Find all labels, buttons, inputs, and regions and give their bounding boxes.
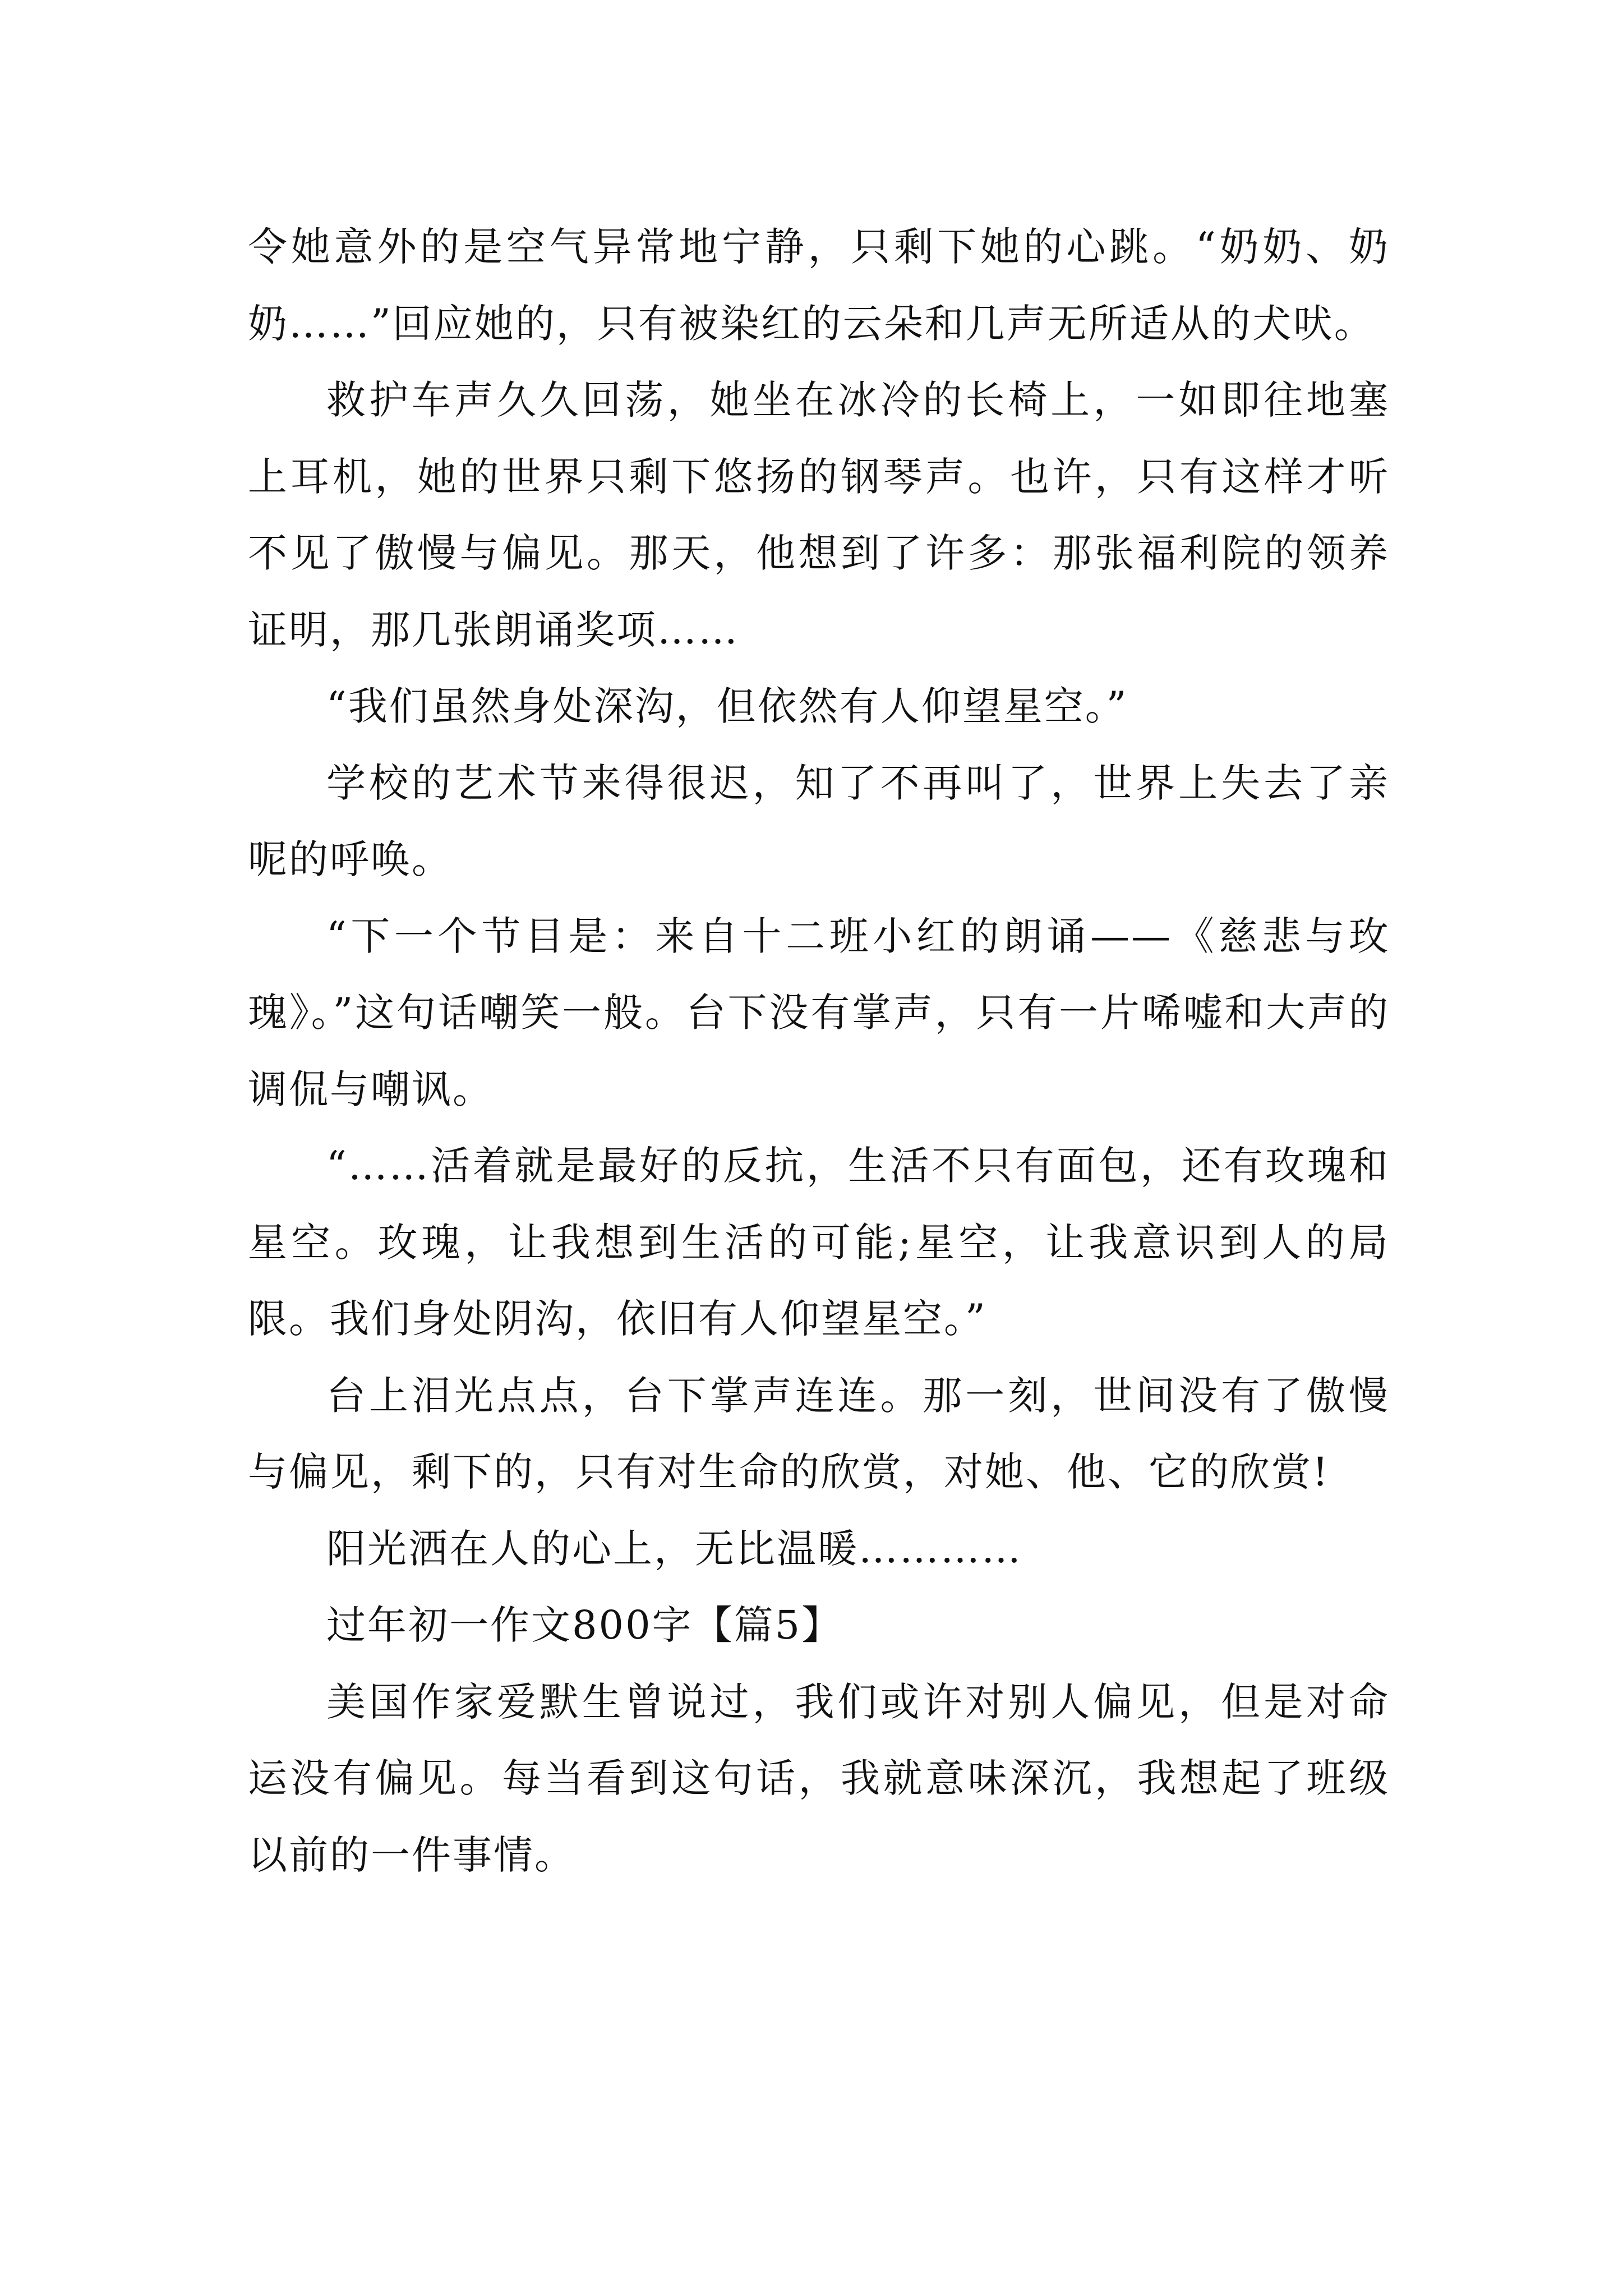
paragraph-1: 令她意外的是空气异常地宁静，只剩下她的心跳。“奶奶、奶奶……”回应她的，只有被染红的云朵和几声无所适从的犬吠。	[248, 224, 1390, 347]
section-heading: 过年初一作文800字【篇5】	[326, 1602, 843, 1648]
paragraph-2: 救护车声久久回荡，她坐在冰冷的长椅上，一如即往地塞上耳机，她的世界只剩下悠扬的钢琴声。也许，只有这样才听不见了傲慢与偏见。那天，他想到了许多：那张福利院的领养证明，那几张朗诵奖项……	[248, 377, 1390, 653]
document-body	[248, 209, 1390, 1893]
paragraph-3: “我们虽然身处深沟，但依然有人仰望星空。”	[326, 683, 1128, 729]
paragraph-9: 美国作家爱默生曾说过，我们或许对别人偏见，但是对命运没有偏见。每当看到这句话，我就意味深沉，我想起了班级以前的一件事情。	[248, 1678, 1390, 1878]
paragraph-8: 阳光洒在人的心上，无比温暖…………	[326, 1525, 1022, 1572]
paragraph-7: 台上泪光点点，台下掌声连连。那一刻，世间没有了傲慢与偏见，剩下的，只有对生命的欣赏，对她、他、它的欣赏!	[248, 1372, 1390, 1495]
paragraph-4: 学校的艺术节来得很迟，知了不再叫了，世界上失去了亲呢的呼唤。	[248, 760, 1390, 882]
paragraph-5: “下一个节目是：来自十二班小红的朗诵——《慈悲与玫瑰》。”这句话嘲笑一般。台下没有掌声，只有一片唏嘘和大声的调侃与嘲讽。	[248, 913, 1390, 1112]
paragraph-6: “……活着就是最好的反抗，生活不只有面包，还有玫瑰和星空。玫瑰，让我想到生活的可能;星空，让我意识到人的局限。我们身处阴沟，依旧有人仰望星空。”	[248, 1143, 1390, 1342]
